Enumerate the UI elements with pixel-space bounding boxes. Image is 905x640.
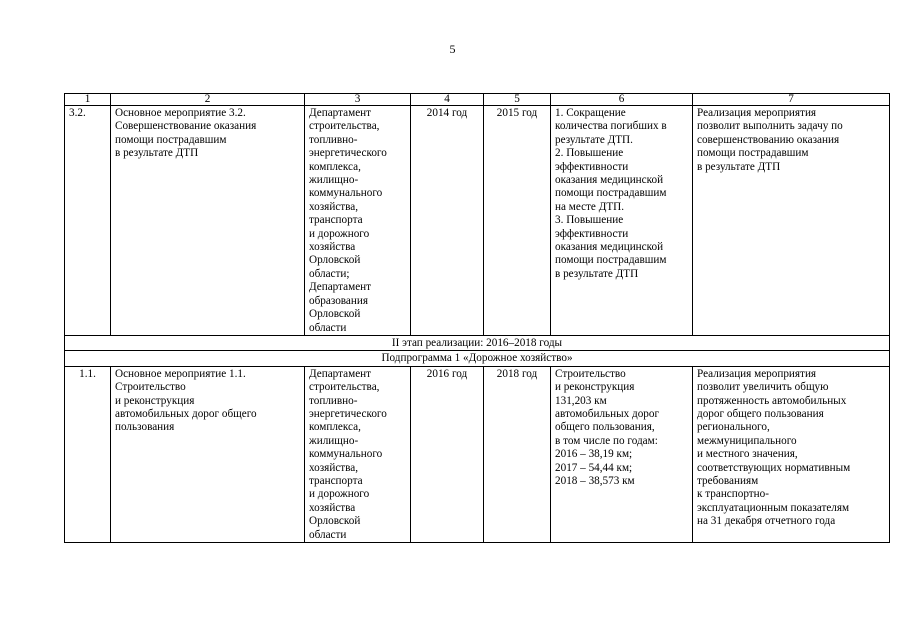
- cell-text-line: требованиям: [697, 474, 759, 487]
- cell-text-line: на 31 декабря отчетного года: [697, 515, 836, 528]
- cell-text-line: оказания медицинской: [555, 241, 664, 254]
- cell-text-line: пользования: [115, 421, 175, 434]
- cell-text-line: Орловской: [309, 254, 361, 267]
- cell-text-line: помощи пострадавшим: [115, 133, 227, 146]
- cell-text-line: хозяйства: [309, 501, 356, 514]
- cell-text-line: оказания медицинской: [555, 174, 664, 187]
- cell-text-line: образования: [309, 294, 369, 307]
- cell-text-line: Орловской: [309, 515, 361, 528]
- cell-text-line: 131,203 км: [555, 394, 607, 407]
- cell-text-line: комплекса,: [309, 421, 361, 434]
- cell-text-line: Основное мероприятие 3.2.: [115, 107, 246, 119]
- cell-text-line: эффективности: [555, 160, 629, 173]
- cell-text-line: Основное мероприятие 1.1.: [115, 367, 246, 380]
- cell-text-line: хозяйства,: [309, 200, 359, 213]
- cell-text-line: Совершенствование оказания: [115, 120, 257, 133]
- cell-text-line: протяженность автомобильных: [697, 394, 847, 407]
- column-number: 2: [111, 94, 305, 106]
- cell-text-line: в результате ДТП: [115, 147, 199, 160]
- start-year: 2014 год: [411, 106, 484, 336]
- cell-text-line: соответствующих нормативным: [697, 461, 851, 474]
- table-row: [65, 106, 890, 336]
- expected-result: [551, 366, 693, 542]
- column-number-row: [65, 94, 890, 106]
- cell-text-line: эксплуатационным показателям: [697, 501, 850, 514]
- consequence: [693, 106, 890, 336]
- cell-text-line: позволит увеличить общую: [697, 381, 829, 394]
- cell-text-line: строительства,: [309, 120, 380, 133]
- cell-text-line: области: [309, 528, 347, 541]
- measure-number: 1.1.: [65, 366, 111, 542]
- cell-text-line: в результате ДТП: [555, 267, 639, 280]
- cell-text-line: коммунального: [309, 448, 383, 461]
- column-number: 6: [551, 94, 693, 106]
- cell-text-line: и дорожного: [309, 488, 370, 501]
- cell-text-line: в том числе по годам:: [555, 434, 658, 447]
- cell-text-line: регионального,: [697, 421, 770, 434]
- cell-text-line: строительства,: [309, 381, 380, 394]
- cell-text-line: результате ДТП.: [555, 133, 633, 146]
- cell-text-line: количества погибших в: [555, 120, 667, 133]
- cell-text-line: помощи пострадавшим: [697, 147, 809, 160]
- cell-text-line: 2018 – 38,573 км: [555, 474, 635, 487]
- cell-text-line: на месте ДТП.: [555, 200, 625, 213]
- table-row: [65, 366, 890, 542]
- cell-text-line: жилищно-: [309, 174, 359, 187]
- consequence: [693, 366, 890, 542]
- cell-text-line: автомобильных дорог: [555, 407, 660, 420]
- cell-text-line: и реконструкция: [555, 381, 635, 394]
- column-number: 4: [411, 94, 484, 106]
- cell-text-line: Орловской: [309, 308, 361, 321]
- cell-text-line: топливно-: [309, 133, 358, 146]
- cell-text-line: Департамент: [309, 281, 372, 294]
- cell-text-line: помощи пострадавшим: [555, 254, 667, 267]
- cell-text-line: Департамент: [309, 107, 372, 119]
- measure-name: [111, 106, 305, 336]
- cell-text-line: Строительство: [115, 381, 186, 394]
- cell-text-line: комплекса,: [309, 160, 361, 173]
- program-measures-table: [64, 93, 890, 543]
- cell-text-line: дорог общего пользования: [697, 407, 824, 420]
- cell-text-line: межмуниципального: [697, 434, 797, 447]
- cell-text-line: и реконструкция: [115, 394, 195, 407]
- cell-text-line: области: [309, 321, 347, 334]
- cell-text-line: общего пользования,: [555, 421, 655, 434]
- cell-text-line: энергетического: [309, 147, 387, 160]
- cell-text-line: Реализация мероприятия: [697, 107, 817, 119]
- cell-text-line: транспорта: [309, 214, 363, 227]
- measure-name: [111, 366, 305, 542]
- cell-text-line: топливно-: [309, 394, 358, 407]
- cell-text-line: помощи пострадавшим: [555, 187, 667, 200]
- column-number: 5: [484, 94, 551, 106]
- cell-text-line: совершенствованию оказания: [697, 133, 840, 146]
- cell-text-line: к транспортно-: [697, 488, 769, 501]
- measure-executor: [305, 366, 411, 542]
- subprogram-row: [65, 351, 890, 366]
- cell-text-line: жилищно-: [309, 434, 359, 447]
- cell-text-line: в результате ДТП: [697, 160, 781, 173]
- cell-text-line: 2017 – 54,44 км;: [555, 461, 633, 474]
- measure-executor: [305, 106, 411, 336]
- column-number: 7: [693, 94, 890, 106]
- cell-text-line: 2016 – 38,19 км;: [555, 448, 633, 461]
- start-year: 2016 год: [411, 366, 484, 542]
- cell-text-line: 2. Повышение: [555, 147, 624, 160]
- cell-text-line: коммунального: [309, 187, 383, 200]
- cell-text-line: транспорта: [309, 474, 363, 487]
- cell-text-line: эффективности: [555, 227, 629, 240]
- cell-text-line: Реализация мероприятия: [697, 367, 817, 380]
- cell-text-line: хозяйства,: [309, 461, 359, 474]
- column-number: 3: [305, 94, 411, 106]
- column-number: 1: [65, 94, 111, 106]
- cell-text-line: позволит выполнить задачу по: [697, 120, 843, 133]
- stage-title: II этап реализации: 2016–2018 годы: [65, 335, 890, 350]
- end-year: 2015 год: [484, 106, 551, 336]
- subprogram-title: Подпрограмма 1 «Дорожное хозяйство»: [65, 351, 890, 366]
- cell-text-line: хозяйства: [309, 241, 356, 254]
- cell-text-line: Департамент: [309, 367, 372, 380]
- stage-row: [65, 335, 890, 350]
- cell-text-line: Строительство: [555, 367, 626, 380]
- expected-result: [551, 106, 693, 336]
- cell-text-line: автомобильных дорог общего: [115, 407, 257, 420]
- cell-text-line: и дорожного: [309, 227, 370, 240]
- cell-text-line: области;: [309, 267, 350, 280]
- cell-text-line: энергетического: [309, 407, 387, 420]
- end-year: 2018 год: [484, 366, 551, 542]
- page-number: 5: [449, 42, 456, 56]
- measure-number: 3.2.: [65, 106, 111, 336]
- cell-text-line: 3. Повышение: [555, 214, 624, 227]
- cell-text-line: 1. Сокращение: [555, 107, 626, 119]
- cell-text-line: и местного значения,: [697, 448, 798, 461]
